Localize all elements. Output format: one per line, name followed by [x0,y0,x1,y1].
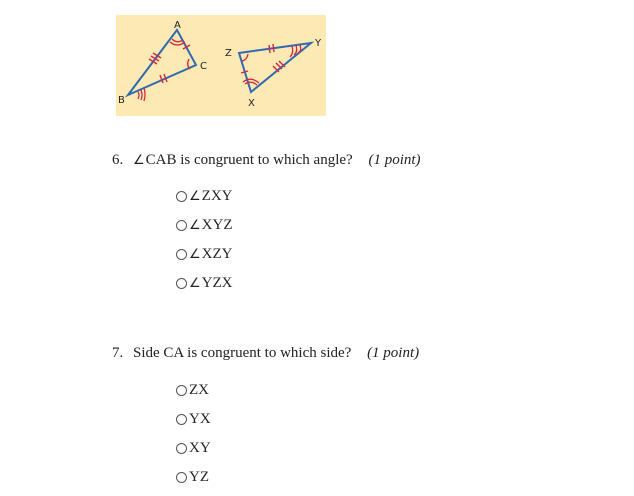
radio-button[interactable] [176,220,187,231]
angle-symbol: ∠ [133,153,145,168]
vertex-label-z: Z [225,48,232,59]
q7-option-xy[interactable] [176,434,211,463]
vertex-label-c: C [200,61,207,72]
question-number: 6. [112,152,124,168]
angle-symbol: ∠ [189,218,201,233]
q6-option-zxy[interactable] [176,182,232,211]
radio-button[interactable] [176,249,187,260]
option-label: XYZ [201,217,233,233]
question-points: (1 point) [368,152,421,168]
option-label: YZX [201,275,233,291]
triangles-figure [116,15,326,116]
angle-symbol: ∠ [189,276,201,291]
question-points: (1 point) [367,345,420,361]
q7-option-zx[interactable] [176,376,211,405]
congruent-triangles-diagram [116,15,326,116]
radio-button[interactable] [176,472,187,483]
question-7-prompt [112,344,419,362]
vertex-label-a: A [174,20,181,31]
radio-button[interactable] [176,414,187,425]
question-6-prompt [112,151,421,170]
question-7-options [176,376,211,492]
vertex-label-b: B [118,95,125,106]
option-label: XZY [201,246,233,262]
q6-option-xyz[interactable] [176,211,232,240]
option-label: ZX [189,382,209,398]
question-6-options [176,182,232,298]
angle-symbol: ∠ [189,189,201,204]
radio-button[interactable] [176,191,187,202]
radio-button[interactable] [176,443,187,454]
option-label: XY [189,440,211,456]
triangle-abc [128,30,196,95]
radio-button[interactable] [176,385,187,396]
q7-option-yx[interactable] [176,405,211,434]
vertex-label-x: X [248,98,255,109]
radio-button[interactable] [176,278,187,289]
q6-option-yzx[interactable] [176,269,232,298]
question-text: CAB is congruent to which angle? [145,152,353,168]
option-label: YZ [189,469,209,485]
option-label: ZXY [201,188,233,204]
question-number: 7. [112,345,124,361]
question-text: Side CA is congruent to which side? [133,345,352,361]
q6-option-xzy[interactable] [176,240,232,269]
option-label: YX [189,411,211,427]
angle-symbol: ∠ [189,247,201,262]
side-zx-ticks [241,71,248,73]
vertex-label-y: Y [315,38,322,49]
q7-option-yz[interactable] [176,463,211,492]
